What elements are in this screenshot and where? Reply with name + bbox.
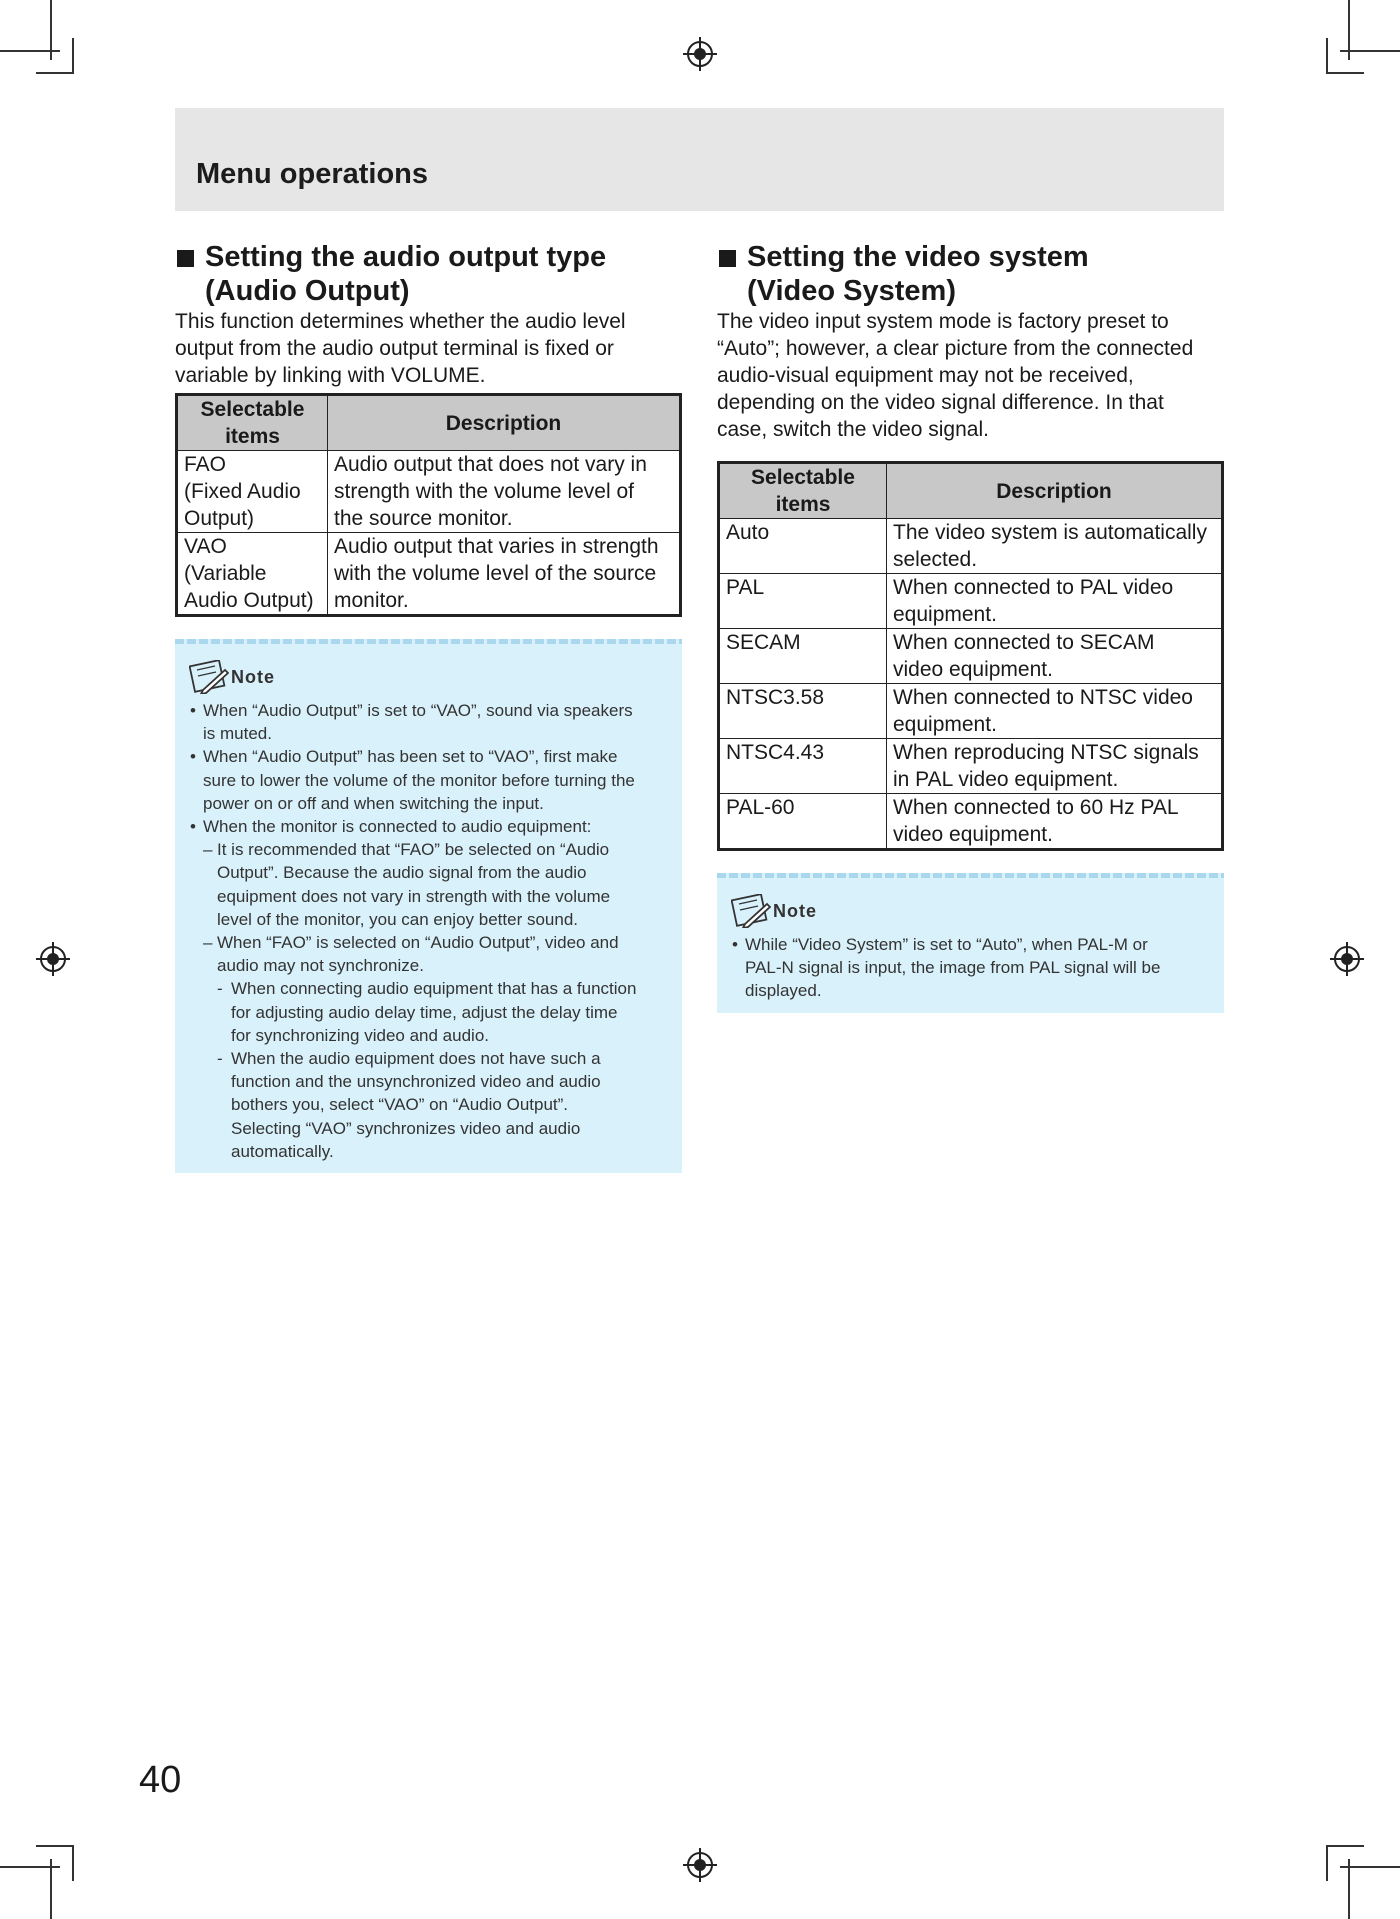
crop-mark xyxy=(1326,38,1328,74)
registration-mark-icon xyxy=(40,946,66,972)
table-row xyxy=(719,684,1223,739)
table-cell-item: FAO (Fixed Audio Output) xyxy=(177,451,328,533)
table-row xyxy=(719,574,1223,629)
intro-line: depending on the video signal difference. In that xyxy=(717,391,1164,414)
table-row xyxy=(177,533,681,616)
table-cell-description: When connected to 60 Hz PAL video equipment. xyxy=(887,794,1223,850)
audio-section-heading xyxy=(175,240,682,308)
heading-line: Setting the audio output type xyxy=(205,241,607,273)
table-cell-description: When connected to SECAM video equipment. xyxy=(887,629,1223,684)
registration-mark-icon xyxy=(687,1852,713,1878)
table-cell-item: SECAM xyxy=(719,629,887,684)
note-label: Note xyxy=(231,666,275,687)
table-cell-item: PAL xyxy=(719,574,887,629)
table-cell-item: Auto xyxy=(719,519,887,574)
table-cell-description: When connected to NTSC video equipment. xyxy=(887,684,1223,739)
video-section-heading xyxy=(717,240,1224,308)
table-header-row xyxy=(719,463,1223,519)
column-header-items: Selectable items xyxy=(177,395,328,451)
table-cell-description: Audio output that does not vary in strength with the volume level of the source monitor. xyxy=(328,451,681,533)
crop-mark xyxy=(1340,1866,1400,1868)
note-header xyxy=(731,873,1214,929)
intro-line: This function determines whether the audio level xyxy=(175,310,626,333)
list-item: - When connecting audio equipment that has a function for adjusting audio delay time, adjust the delay time for synchronizing video and audio. xyxy=(189,977,672,1047)
table-cell-description: The video system is automatically selected. xyxy=(887,519,1223,574)
audio-intro xyxy=(175,308,682,389)
intro-line: The video input system mode is factory preset to xyxy=(717,310,1169,333)
heading-line: Setting the video system xyxy=(747,241,1089,273)
page-title: Menu operations xyxy=(196,158,429,190)
heading-line: (Audio Output) xyxy=(205,275,410,307)
table-cell-item: VAO (Variable Audio Output) xyxy=(177,533,328,616)
table-cell-item: PAL-60 xyxy=(719,794,887,850)
intro-line: output from the audio output terminal is fixed or xyxy=(175,337,614,360)
list-item: • When “Audio Output” has been set to “VAO”, first make sure to lower the volume of the monitor before turning the power on or off and when switching the input. xyxy=(189,745,672,815)
crop-mark xyxy=(72,38,74,74)
table-cell-item: NTSC3.58 xyxy=(719,684,887,739)
intro-line: “Auto”; however, a clear picture from the connected xyxy=(717,337,1194,360)
crop-mark xyxy=(36,72,74,74)
column-header-description: Description xyxy=(328,395,681,451)
table-cell-description: Audio output that varies in strength with the volume level of the source monitor. xyxy=(328,533,681,616)
table-cell-description: When reproducing NTSC signals in PAL video equipment. xyxy=(887,739,1223,794)
intro-line: audio-visual equipment may not be received, xyxy=(717,364,1134,387)
crop-mark xyxy=(50,1859,52,1919)
square-bullet-icon xyxy=(177,250,194,267)
heading-line: (Video System) xyxy=(747,275,956,307)
table-header-row xyxy=(177,395,681,451)
column-header-items: Selectable items xyxy=(719,463,887,519)
video-system-section xyxy=(717,240,1224,1013)
crop-mark xyxy=(0,1866,60,1868)
audio-note-list xyxy=(189,699,672,1163)
crop-mark xyxy=(72,1845,74,1881)
registration-mark-icon xyxy=(687,41,713,67)
crop-mark xyxy=(0,50,60,52)
list-item: - When the audio equipment does not have such a function and the unsynchronized video and audio bothers you, select “VAO” on “Audio Output”. Selecting “VAO” synchronizes video and audio automatically. xyxy=(189,1047,672,1163)
note-label: Note xyxy=(773,900,817,921)
intro-line: variable by linking with VOLUME. xyxy=(175,364,486,387)
table-row xyxy=(719,794,1223,850)
table-cell-item: NTSC4.43 xyxy=(719,739,887,794)
crop-mark xyxy=(36,1845,74,1847)
list-item: – When “FAO” is selected on “Audio Output”, video and audio may not synchronize. xyxy=(189,931,672,977)
list-item: – It is recommended that “FAO” be selected on “Audio Output”. Because the audio signal from the audio equipment does not vary in strength with the volume level of the monitor, you can enjoy better sound. xyxy=(189,838,672,931)
table-cell-description: When connected to PAL video equipment. xyxy=(887,574,1223,629)
pencil-note-icon xyxy=(731,894,771,928)
video-note-list xyxy=(731,933,1214,1003)
registration-mark-icon xyxy=(1334,946,1360,972)
table-row xyxy=(719,519,1223,574)
table-row xyxy=(719,629,1223,684)
video-intro xyxy=(717,308,1224,443)
list-item: • When “Audio Output” is set to “VAO”, sound via speakers is muted. xyxy=(189,699,672,745)
intro-line: case, switch the video signal. xyxy=(717,418,989,441)
crop-mark xyxy=(1340,50,1400,52)
audio-output-section xyxy=(175,240,682,1173)
page-number: 40 xyxy=(139,1759,182,1801)
crop-mark xyxy=(1326,72,1364,74)
pencil-note-icon xyxy=(189,660,229,694)
column-header-description: Description xyxy=(887,463,1223,519)
table-row xyxy=(719,739,1223,794)
crop-mark xyxy=(1326,1845,1328,1881)
video-system-table xyxy=(717,461,1224,851)
section-header-band xyxy=(175,108,1224,211)
square-bullet-icon xyxy=(719,250,736,267)
crop-mark xyxy=(1348,1859,1350,1919)
video-note-box xyxy=(717,873,1224,1013)
audio-note-box xyxy=(175,639,682,1173)
note-header xyxy=(189,639,672,695)
list-item: • When the monitor is connected to audio equipment: xyxy=(189,815,672,838)
crop-mark xyxy=(1326,1845,1364,1847)
table-row xyxy=(177,451,681,533)
audio-output-table xyxy=(175,393,682,617)
list-item: • While “Video System” is set to “Auto”, when PAL-M or PAL-N signal is input, the image from PAL signal will be displayed. xyxy=(731,933,1214,1003)
